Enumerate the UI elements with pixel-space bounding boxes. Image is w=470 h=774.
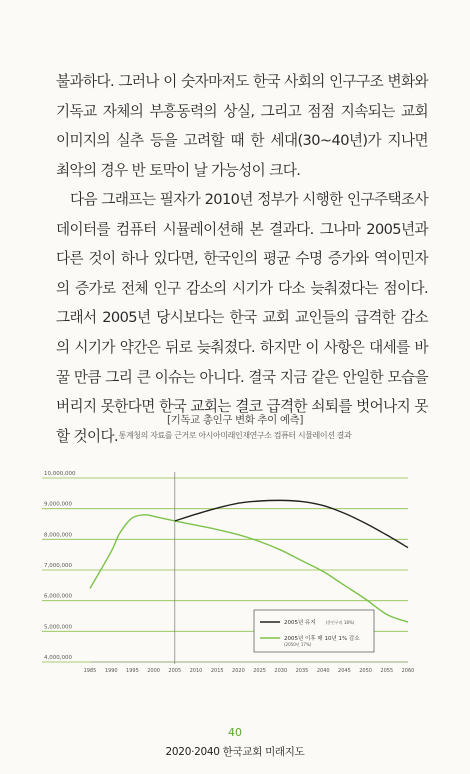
x-tick-label: 2040 xyxy=(316,668,330,674)
y-tick-label: 7,000,000 xyxy=(44,563,72,569)
x-tick-label: 2020 xyxy=(232,668,245,674)
line-chart xyxy=(0,460,470,685)
x-tick-label: 1990 xyxy=(104,668,118,674)
legend-box xyxy=(254,610,374,652)
x-tick-label: 2010 xyxy=(189,668,203,674)
legend-note: (2050년 17%) xyxy=(284,642,312,647)
x-tick-label: 2045 xyxy=(338,668,351,674)
x-tick-label: 1985 xyxy=(83,668,97,674)
legend-note: (총인구의 18%) xyxy=(325,620,355,625)
x-tick-label: 2035 xyxy=(295,668,309,674)
y-tick-label: 5,000,000 xyxy=(44,624,72,631)
x-tick-label: 2060 xyxy=(401,668,415,674)
legend-label: 2005년 유지 xyxy=(284,620,316,626)
legend-label: 2005년 이후 매 10년 1% 감소 xyxy=(284,636,360,642)
y-tick-label: 8,000,000 xyxy=(44,532,72,539)
x-tick-label: 2000 xyxy=(147,668,160,674)
series-line-decline xyxy=(90,515,408,622)
chart-subtitle: 통계청의 자료를 근거로 아시아미래인재연구소 컴퓨터 시뮬레이션 결과 xyxy=(118,431,352,440)
body-paragraph-2: 다음 그래프는 필자가 2010년 정부가 시행한 인구주택조사 데이터를 컴퓨터 시뮬레이션해 본 결과다. 그나마 2005년과 다른 것이 하나 있다면, 한국인의 평균 수명 증가와 역이민자의 증가로 전체 인구 감소의 시기가 다소 늦춰졌다는 점이다. 그래서 2005년 당시보다는 한국 교회 교인들의 급격한 감소의 시기가 약간은 뒤로 늦춰졌다. 하지만 이 사항은 대세를 바꿀 만큼 그리 큰 이슈는 아니다. 결국 지금 같은 안일한 모습을 버리지 못한다면 한국 교회는 결코 급격한 쇠퇴를 벗어나지 못할 것이다. xyxy=(56,191,428,445)
x-tick-label: 2025 xyxy=(253,668,266,674)
series-line-maintain xyxy=(175,500,408,547)
y-tick-label: 6,000,000 xyxy=(44,593,72,600)
x-tick-label: 2050 xyxy=(359,668,372,674)
body-paragraph-1: 불과하다. 그러나 이 숫자마저도 한국 사회의 인구구조 변화와 기독교 자체의 부흥동력의 상실, 그리고 점점 지속되는 교회 이미지의 실추 등을 고려할 때 한 세대(30~40년)가 지나면 최악의 경우 반 토막이 날 가능성이 크다. xyxy=(56,73,428,179)
x-tick-label: 2030 xyxy=(274,668,288,674)
y-tick-label: 10,000,000 xyxy=(44,471,76,477)
chart-title: [기독교 총인구 변화 추이 예측] xyxy=(166,414,304,426)
y-tick-label: 9,000,000 xyxy=(44,501,72,508)
x-tick-label: 2005 xyxy=(168,668,182,674)
x-tick-label: 2055 xyxy=(380,668,394,674)
book-title-footer: 2020·2040 한국교회 미래지도 xyxy=(165,746,305,758)
x-tick-label: 2015 xyxy=(210,668,224,674)
x-tick-label: 1995 xyxy=(126,668,139,674)
page-number: 40 xyxy=(228,726,242,739)
y-tick-label: 4,000,000 xyxy=(44,655,72,661)
